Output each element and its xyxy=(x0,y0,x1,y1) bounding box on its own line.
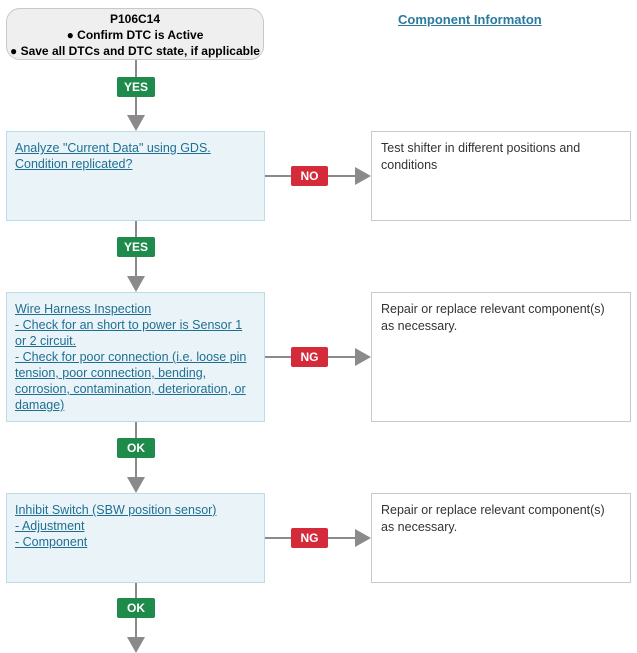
step-link[interactable]: - Check for an short to power is Sensor 1 or 2 circuit. xyxy=(15,318,243,348)
arrow-right-icon xyxy=(355,167,371,185)
arrow-down-icon xyxy=(127,115,145,131)
ng-badge: NG xyxy=(291,347,328,367)
ok-badge: OK xyxy=(117,598,155,618)
step-link[interactable]: Wire Harness Inspection xyxy=(15,302,152,316)
yes-badge: YES xyxy=(117,237,155,257)
arrow-right-icon xyxy=(355,529,371,547)
start-bullet: ● Confirm DTC is Active xyxy=(66,28,204,42)
dtc-code: P106C14 xyxy=(109,12,161,26)
arrow-right-icon xyxy=(355,348,371,366)
arrow-down-icon xyxy=(127,637,145,653)
step-box-current-data xyxy=(6,131,265,221)
result-box-repair: Repair or replace relevant component(s) as necessary. xyxy=(371,292,631,422)
step-link[interactable]: Inhibit Switch (SBW position sensor) xyxy=(15,503,217,517)
step-link[interactable]: - Adjustment xyxy=(15,519,85,533)
component-information-link[interactable]: Component Informaton xyxy=(398,12,542,27)
step-link[interactable]: Condition replicated? xyxy=(15,157,133,171)
result-box-test-shifter: Test shifter in different positions and conditions xyxy=(371,131,631,221)
start-bullet: ● Save all DTCs and DTC state, if applicable xyxy=(10,44,260,58)
ok-badge: OK xyxy=(117,438,155,458)
step-box-wire-harness xyxy=(6,292,265,422)
no-badge: NO xyxy=(291,166,328,186)
ng-badge: NG xyxy=(291,528,328,548)
step-link[interactable]: - Check for poor connection (i.e. loose pin tension, poor connection, bending, corrosion, contamination, deterioration, or damage) xyxy=(15,350,247,412)
step-box-inhibit-switch xyxy=(6,493,265,583)
arrow-down-icon xyxy=(127,276,145,292)
step-link[interactable]: Analyze "Current Data" using GDS. xyxy=(15,141,211,155)
yes-badge: YES xyxy=(117,77,155,97)
result-box-repair: Repair or replace relevant component(s) as necessary. xyxy=(371,493,631,583)
start-box xyxy=(6,8,264,60)
arrow-down-icon xyxy=(127,477,145,493)
step-link[interactable]: - Component xyxy=(15,535,88,549)
